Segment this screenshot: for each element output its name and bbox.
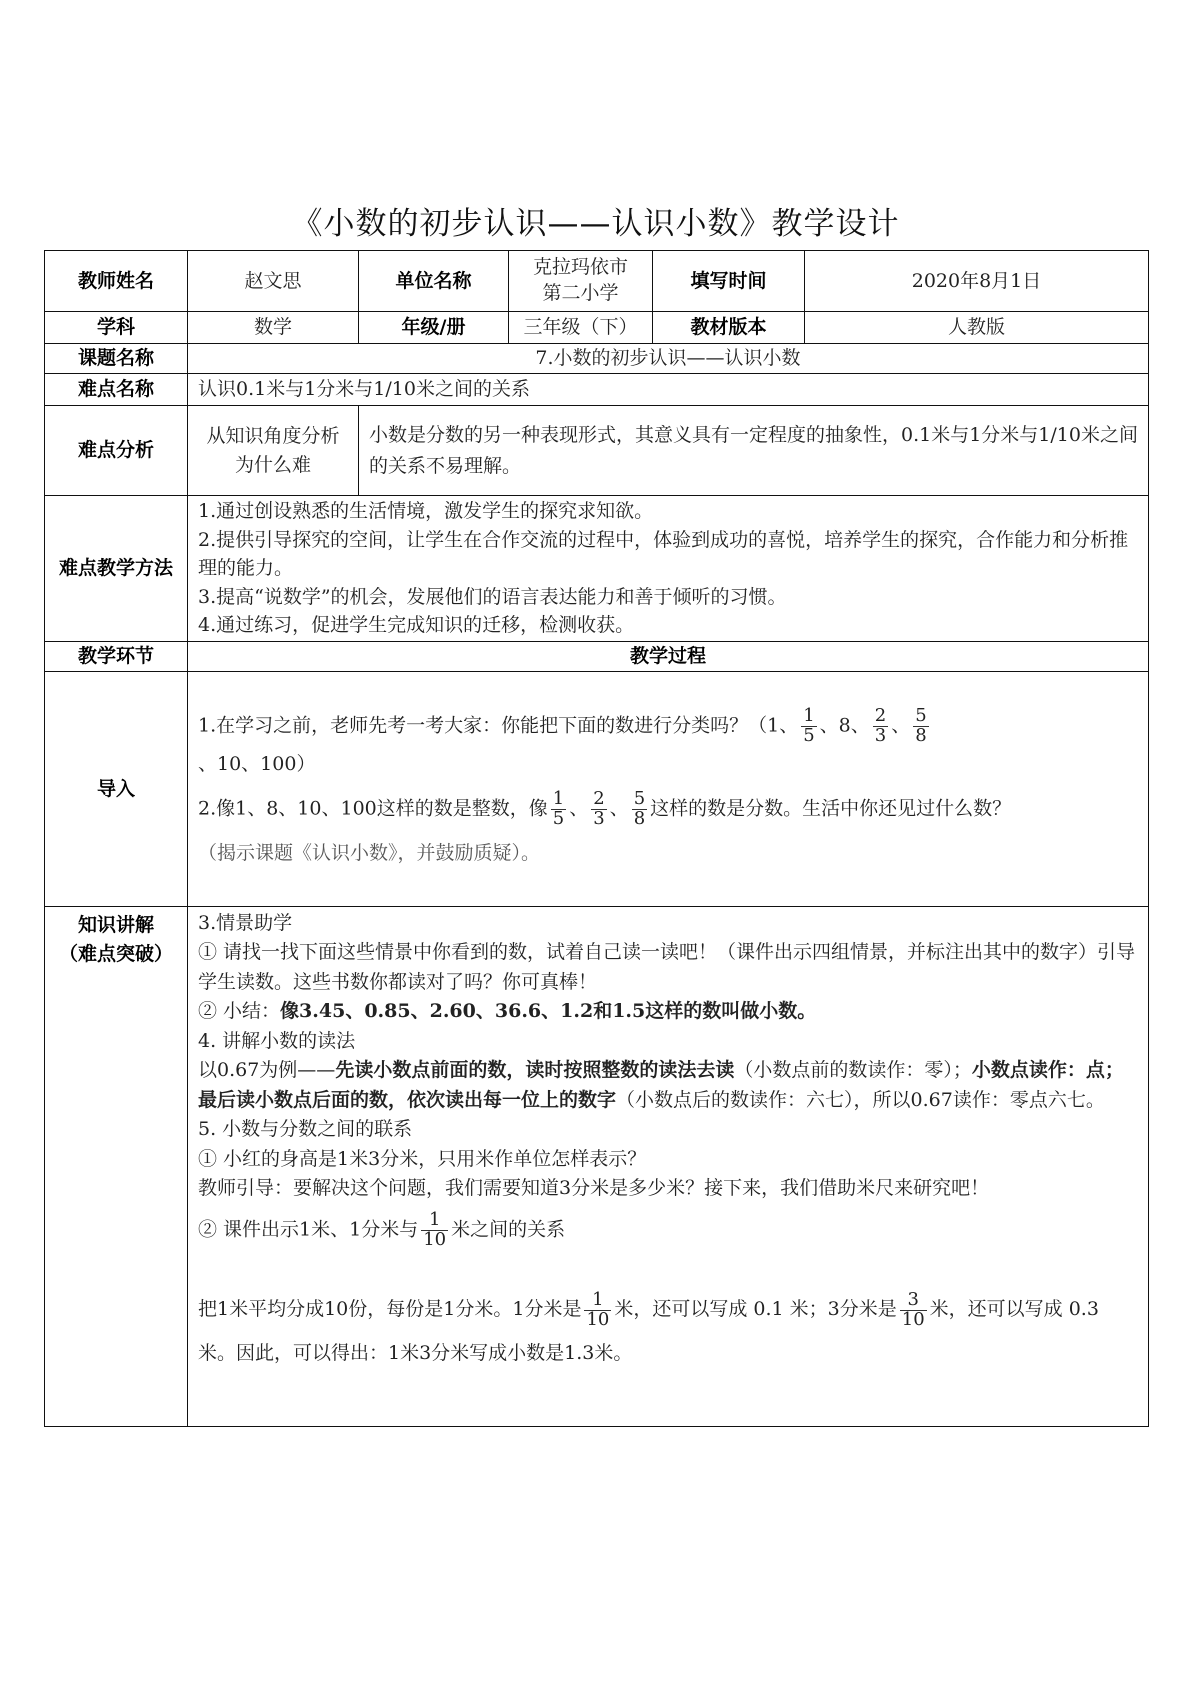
analysis-sub-label-line1: 从知识角度分析 [206,425,340,447]
topic-label: 课题名称 [45,344,188,374]
difficulty-label: 难点名称 [45,374,188,406]
section4-title: 4. 讲解小数的读法 [198,1029,356,1052]
section3-p2: ② 小结：像3.45、0.85、2.60、36.6、1.2和1.5这样的数叫做小数。 [198,1000,817,1023]
knowledge-label [45,907,188,1427]
section5-p4: 把1米平均分成10份，每份是1分米。1分米是 $\frac{1}{10}$ 米，还可以写成 0.1 米；3分米是 $\frac{3}{10}$ 米，还可以写成 0.3 米。因此，可以得出：1米3分米写成小数是1.3米。 [198,1288,1099,1364]
section5-title: 5. 小数与分数之间的联系 [198,1118,413,1141]
difficulty-value: 认识0.1米与1分米与1/10米之间的关系 [188,374,1149,406]
intro-line2: 2.像1、8、10、100这样的数是整数，像 $\frac{1}{5}$ 、 $\frac{2}{3}$ 、 $\frac{5}{8}$ 这样的数是分数。生活中你还见过什么数？ [198,788,1012,829]
analysis-label: 难点分析 [45,406,188,496]
subject-value: 数学 [188,312,359,344]
section5-p1: ① 小红的身高是1米3分米，只用米作单位怎样表示？ [198,1147,647,1170]
row-knowledge [45,907,1149,1427]
process-left-header: 教学环节 [45,642,188,672]
row-analysis [45,406,1149,496]
grade-value: 三年级（下） [509,312,653,344]
knowledge-label-line2: （难点突破） [58,942,173,965]
fraction-one-fifth: $\frac{1}{5}$ [803,705,815,747]
topic-value: 7.小数的初步认识——认识小数 [188,344,1149,374]
fraction-five-eighths: $\frac{5}{8}$ [915,705,927,747]
date-label: 填写时间 [653,251,805,312]
unit-value [509,251,653,312]
method-item: 3.提高“说数学”的机会，发展他们的语言表达能力和善于倾听的习惯。 [198,585,787,608]
row-difficulty [45,374,1149,406]
date-value: 2020年8月1日 [805,251,1149,312]
lesson-plan-table [44,250,1149,1427]
intro-label: 导入 [45,672,188,907]
method-item: 4.通过练习，促进学生完成知识的迁移，检测收获。 [198,614,635,637]
row-topic [45,344,1149,374]
analysis-value: 小数是分数的另一种表现形式，其意义具有一定程度的抽象性，0.1米与1分米与1/10米之间的关系不易理解。 [359,406,1149,496]
knowledge-content [188,907,1149,1427]
fraction-five-eighths: $\frac{5}{8}$ [633,788,646,829]
row-process-header [45,642,1149,672]
section4-body: 以0.67为例——先读小数点前面的数，读时按照整数的读法去读（小数点前的数读作：零）；小数点读作：点；最后读小数点后面的数，依次读出每一位上的数字（小数点后的数读作：六七），所以0.67读作：零点六七。 [198,1059,1124,1111]
intro-line1b: 、10、100） [198,752,316,775]
intro-content [188,672,1149,907]
fraction-one-fifth: $\frac{1}{5}$ [552,788,565,829]
row-method [45,496,1149,642]
section3-title: 3.情景助学 [198,912,293,934]
method-label: 难点教学方法 [45,496,188,642]
row-intro [45,672,1149,907]
edition-label: 教材版本 [653,312,805,344]
section5-p3: ② 课件出示1米、1分米与 $\frac{1}{10}$ 米之间的关系 [198,1209,566,1251]
method-item: 2.提供引导探究的空间，让学生在合作交流的过程中，体验到成功的喜悦，培养学生的探究，合作能力和分析推理的能力。 [198,528,1129,580]
method-item: 1.通过创设熟悉的生活情境，激发学生的探究求知欲。 [198,500,654,523]
fraction-one-tenth: $\frac{1}{10}$ [586,1288,610,1330]
grade-label: 年级/册 [359,312,509,344]
unit-label: 单位名称 [359,251,509,312]
fraction-two-thirds: $\frac{2}{3}$ [874,705,887,747]
knowledge-label-line1: 知识讲解 [77,914,154,936]
unit-value-line1: 克拉玛依市 [532,256,628,279]
row-teacher-info [45,251,1149,312]
analysis-sub-label [188,406,359,496]
fraction-three-tenths: $\frac{3}{10}$ [901,1288,925,1330]
teacher-value: 赵文思 [188,251,359,312]
intro-line3: （揭示课题《认识小数》，并鼓励质疑）。 [198,841,541,864]
fraction-one-tenth: $\frac{1}{10}$ [423,1209,447,1251]
edition-value: 人教版 [805,312,1149,344]
row-subject-info [45,312,1149,344]
section5-p2: 教师引导：要解决这个问题，我们需要知道3分米是多少米？接下来，我们借助米尺来研究吧！ [198,1176,990,1199]
unit-value-line2: 第二小学 [542,282,619,304]
method-list [188,496,1149,642]
teacher-label: 教师姓名 [45,251,188,312]
process-right-header: 教学过程 [188,642,1149,672]
section3-p1: ① 请找一找下面这些情景中你看到的数，试着自己读一读吧！（课件出示四组情景，并标注出其中的数字）引导学生读数。这些书数你都读对了吗？你可真棒！ [198,941,1136,993]
analysis-sub-label-line2: 为什么难 [234,453,311,476]
intro-line1: 1.在学习之前，老师先考一考大家：你能把下面的数进行分类吗？（1、 $\frac{1}{5}$ 、8、 $\frac{2}{3}$ 、 $\frac{5}{8}$ [198,705,927,747]
page-title: 《小数的初步认识——认识小数》教学设计 [291,206,900,242]
subject-label: 学科 [45,312,188,344]
fraction-two-thirds: $\frac{2}{3}$ [593,788,605,829]
